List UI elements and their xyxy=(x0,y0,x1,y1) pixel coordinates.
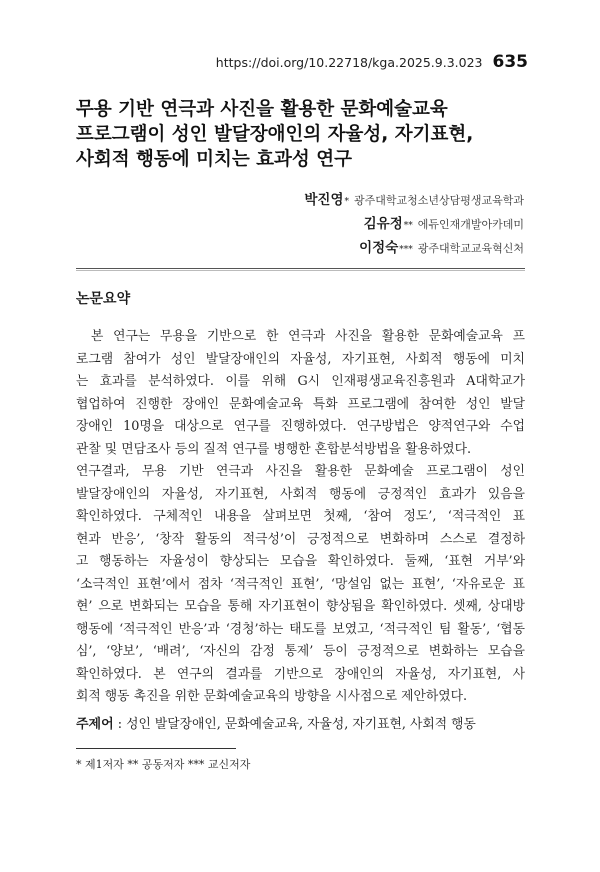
footnote: * 제1저자 ** 공동저자 *** 교신저자 xyxy=(76,758,251,771)
author-name: 이정숙 xyxy=(359,240,399,256)
paper-title xyxy=(76,97,536,172)
abstract-line: 확인하였다. 구체적인 내용을 살펴보면 첫째, ‘참여 정도’, ‘적극적인 표 xyxy=(76,509,525,524)
keywords-text: 성인 발달장애인, 문화예술교육, 자율성, 자기표현, 사회적 행동 xyxy=(126,717,476,732)
page-number: 635 xyxy=(492,52,528,72)
section-divider xyxy=(76,268,525,269)
title-line: 프로그램이 성인 발달장애인의 자율성, 자기표현, xyxy=(76,124,474,145)
abstract-line: 현’ 으로 변화되는 모습을 통해 자기표현이 향상됨을 확인하였다. 셋째, 상대방 xyxy=(76,599,525,614)
author-mark: *** xyxy=(399,245,413,255)
author-mark: * xyxy=(344,197,349,207)
abstract-line: 발달장애인의 자율성, 자기표현, 사회적 행동에 긍정적인 효과가 있음을 xyxy=(76,486,525,502)
abstract-line: 로그램 참여가 성인 발달장애인의 자율성, 자기표현, 사회적 행동에 미치 xyxy=(76,351,525,367)
abstract-line: 회적 행동 촉진을 위한 문화예술교육의 방향을 시사점으로 제안하였다. xyxy=(76,689,468,704)
title-line: 무용 기반 연극과 사진을 활용한 문화예술교육 xyxy=(76,99,448,120)
author-entry xyxy=(304,212,524,236)
author-entry xyxy=(304,236,524,260)
author-affiliation: 에듀인재개발아카데미 xyxy=(417,218,524,231)
page-header xyxy=(216,52,528,72)
abstract-line: 심’, ‘양보’, ‘배려’, ‘자신의 감정 통제’ 등이 긍정적으로 변화하는 모습을 xyxy=(76,644,525,659)
abstract-heading: 논문요약 xyxy=(76,291,131,307)
keywords-label: 주제어 xyxy=(76,717,114,732)
title-line: 사회적 행동에 미치는 효과성 연구 xyxy=(76,149,352,170)
author-name: 김유정 xyxy=(363,216,403,232)
author-name: 박진영 xyxy=(304,192,344,208)
author-affiliation: 광주대학교교육혁신처 xyxy=(417,242,524,255)
abstract-line: 고 행동하는 자율성이 향상되는 모습을 확인하였다. 둘째, ‘표현 거부’와 xyxy=(76,554,525,569)
author-entry xyxy=(304,188,524,212)
keywords-separator: : xyxy=(113,717,127,732)
author-mark: ** xyxy=(403,221,413,231)
author-affiliation: 광주대학교청소년상담평생교육학과 xyxy=(353,194,524,207)
footnote-rule xyxy=(76,748,236,749)
section-divider-shadow xyxy=(76,270,525,271)
abstract-line: 는 효과를 분석하였다. 이를 위해 G시 인재평생교육진흥원과 A대학교가 xyxy=(76,374,525,389)
abstract-line: ‘소극적인 표현’에서 점차 ‘적극적인 표현’, ‘망설임 없는 표현’, ‘자유로운 표 xyxy=(76,576,525,592)
abstract-line: 협업하여 진행한 장애인 문화예술교육 특화 프로그램에 참여한 성인 발달 xyxy=(76,396,525,412)
abstract-line: 연구결과, 무용 기반 연극과 사진을 활용한 문화예술 프로그램이 성인 xyxy=(76,464,525,479)
abstract-line: 관찰 및 면담조사 등의 질적 연구를 병행한 혼합분석방법을 활용하였다. xyxy=(76,441,472,457)
abstract-body xyxy=(76,326,525,709)
abstract-line: 본 연구는 무용을 기반으로 한 연극과 사진을 활용한 문화예술교육 프 xyxy=(91,329,525,344)
keywords xyxy=(76,713,476,732)
doi-link[interactable]: https://doi.org/10.22718/kga.2025.9.3.023 xyxy=(215,55,483,70)
abstract-line: 행동에 ‘적극적인 반응’과 ‘경청’하는 태도를 보였고, ‘적극적인 팀 활동’, ‘협동 xyxy=(76,621,525,637)
abstract-line: 확인하였다. 본 연구의 결과를 기반으로 장애인의 자율성, 자기표현, 사 xyxy=(76,666,525,682)
author-list xyxy=(304,188,524,260)
abstract-line: 현과 반응’, ‘창작 활동의 적극성’이 긍정적으로 변화하며 스스로 결정하 xyxy=(76,531,525,547)
abstract-line: 장애인 10명을 대상으로 연구를 진행하였다. 연구방법은 양적연구와 수업 xyxy=(76,419,525,434)
